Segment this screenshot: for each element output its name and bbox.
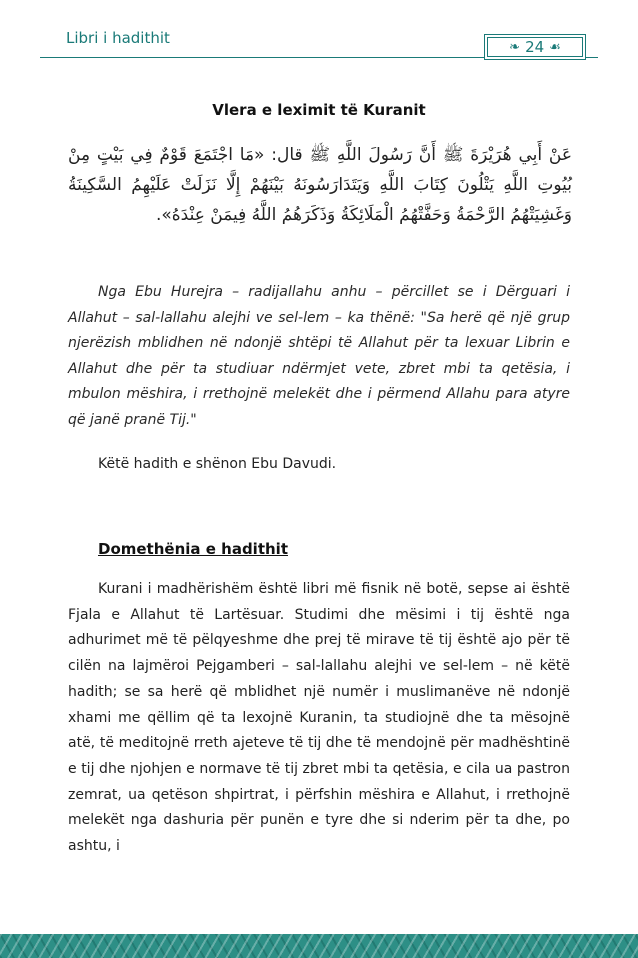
arabic-hadith-text: عَنْ أَبِي هُرَيْرَةَ ﷺ أَنَّ رَسُولَ اللَّهِ ﷺ قال: «مَا اجْتَمَعَ قَوْمٌ فِي بَيْتٍ مِنْ بُيُوتِ اللَّهِ يَتْلُونَ كِتَابَ اللَّهِ وَيَتَدَارَسُونَهُ بَيْنَهُمْ إِلَّا نَزَلَتْ عَلَيْهِمُ السَّكِينَةُ وَغَشِيَتْهُمُ الرَّحْمَةُ وَحَفَّتْهُمُ الْمَلَائِكَةُ وَذَكَرَهُمُ اللَّهُ فِيمَنْ عِنْدَهُ». bbox=[68, 145, 572, 225]
meaning-paragraph: Kurani i madhërishëm është libri më fisnik në botë, sepse ai është Fjala e Allahut të Lartësuar. Studimi dhe mësimi i tij është nga adhurimet më të pëlqyeshme dhe prej të mirave të tij është ajo për të cilën na lajmëroi Pejgamberi – sal-lallahu alejhi ve sel-lem – në këtë hadith; se sa herë që mblidhet një numër i muslimanëve në ndonjë xhami me qëllim që ta lexojnë Kuranin, ta studiojnë dhe ta mësojnë atë, të meditojnë rreth ajeteve të tij dhe të mendojnë për madhështinë e tij dhe njohjen e normave të tij zbret mbi ta qetësia, e cila ua pastron zemrat, ua qetëson shpirtrat, i përfshin mëshira e Allahut, i rrethojnë melekët nga dashuria për punën e tyre dhe si nderim për ta dhe, po ashtu, i bbox=[68, 581, 570, 855]
source-note: Këtë hadith e shënon Ebu Davudi. bbox=[98, 456, 337, 472]
ornament-left-icon: ❧ bbox=[509, 39, 521, 55]
footer-ornament-band bbox=[0, 934, 638, 958]
page-number: 24 bbox=[525, 38, 545, 56]
hadith-translation: Nga Ebu Hurejra – radijallahu anhu – përcillet se i Dërguari i Allahut – sal-lallahu alejhi ve sel-lem – ka thënë: "Sa herë që një grup njerëzish mblidhen në ndonjë shtëpi të Allahut për ta lexuar Librin e Allahut dhe për ta studiuar ndërmjet vete, zbret mbi ta qetësia, i mbulon mëshira, i rrethojnë melekët dhe i përmend Allahu para atyre që janë pranë Tij." bbox=[68, 284, 570, 428]
ornament-right-icon: ☙ bbox=[549, 39, 561, 55]
meaning-heading: Domethënia e hadithit bbox=[98, 540, 288, 558]
running-header-title: Libri i hadithit bbox=[66, 29, 170, 47]
section-title: Vlera e leximit të Kuranit bbox=[212, 101, 426, 119]
page-number-box bbox=[484, 34, 586, 60]
